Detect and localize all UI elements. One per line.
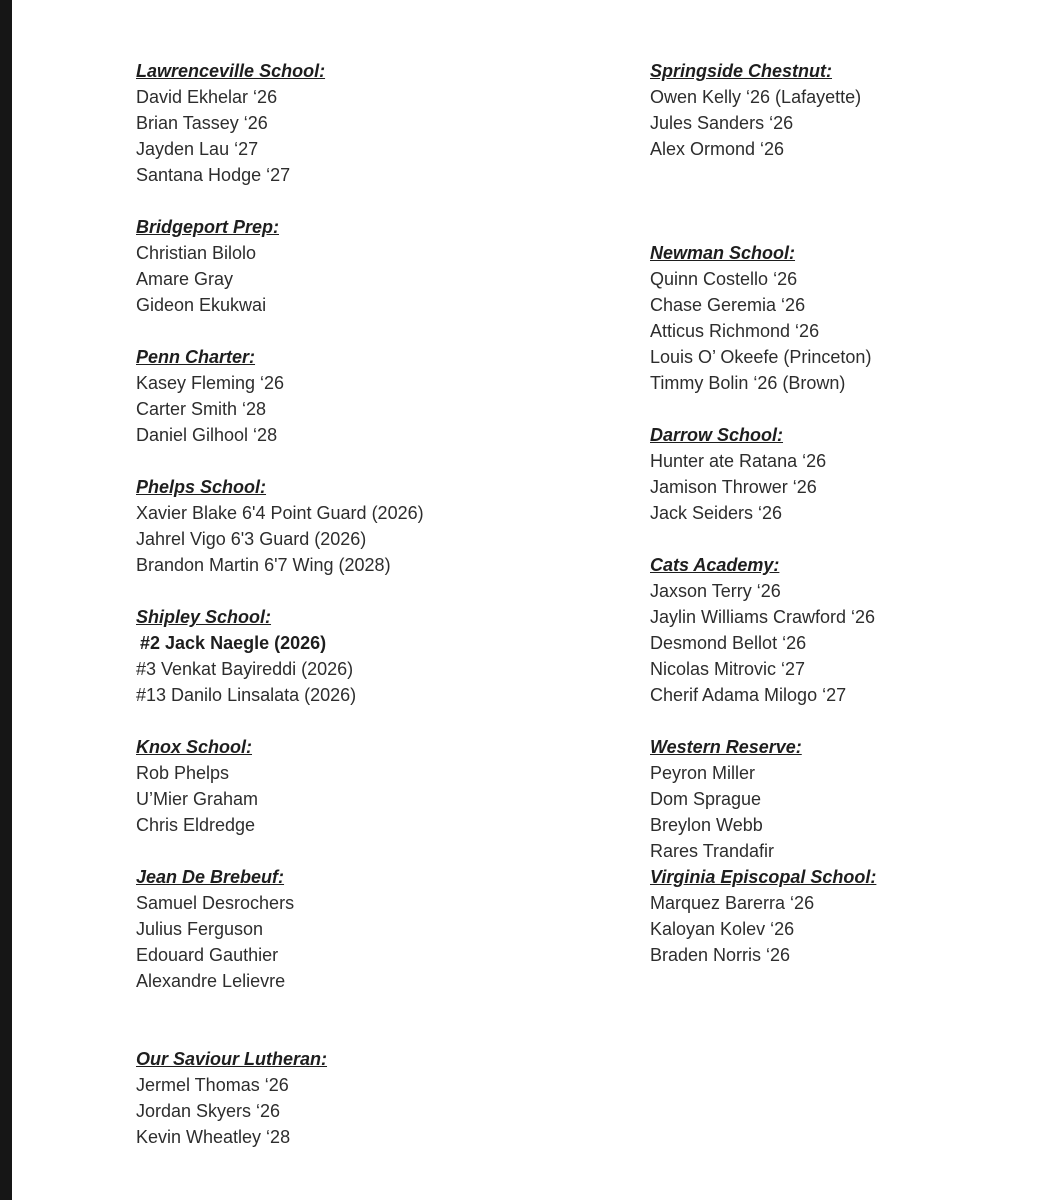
player-row: Jaxson Terry ‘26	[650, 581, 781, 601]
school-section-newman	[650, 240, 1040, 396]
school-heading: Penn Charter:	[136, 347, 256, 367]
school-heading: Phelps School:	[136, 477, 267, 497]
player-row: Santana Hodge ‘27	[136, 165, 291, 185]
player-row: Julius Ferguson	[136, 919, 264, 939]
player-row: #3 Venkat Bayireddi (2026)	[136, 659, 354, 679]
player-row: Kasey Fleming ‘26	[136, 373, 285, 393]
player-row: Braden Norris ‘26	[650, 945, 791, 965]
player-row: Jermel Thomas ‘26	[136, 1075, 289, 1095]
left-column	[136, 58, 576, 1147]
school-section-virginia-episcopal	[650, 864, 1040, 968]
player-row: Kaloyan Kolev ‘26	[650, 919, 795, 939]
player-row: Rares Trandafir	[650, 841, 775, 861]
player-row: Peyron Miller	[650, 763, 756, 783]
school-heading: Shipley School:	[136, 607, 272, 627]
school-heading: Knox School:	[136, 737, 252, 757]
player-row: Chris Eldredge	[136, 815, 256, 835]
page-edge-bar	[0, 0, 12, 1200]
player-row: Desmond Bellot ‘26	[650, 633, 807, 653]
school-heading: Lawrenceville School:	[136, 61, 326, 81]
player-row: Cherif Adama Milogo ‘27	[650, 685, 847, 705]
player-row: Gideon Ekukwai	[136, 295, 267, 315]
player-row: Jules Sanders ‘26	[650, 113, 794, 133]
player-row: Jamison Thrower ‘26	[650, 477, 817, 497]
player-row: Jordan Skyers ‘26	[136, 1101, 281, 1121]
player-row: U’Mier Graham	[136, 789, 259, 809]
school-section-bridgeport	[136, 214, 576, 318]
school-section-lawrenceville	[136, 58, 576, 188]
school-heading: Newman School:	[650, 243, 796, 263]
school-section-springside-chestnut	[650, 58, 1040, 162]
player-row: David Ekhelar ‘26	[136, 87, 278, 107]
player-row: Hunter ate Ratana ‘26	[650, 451, 827, 471]
player-row: Brian Tassey ‘26	[136, 113, 268, 133]
player-row: Atticus Richmond ‘26	[650, 321, 820, 341]
school-section-penn-charter	[136, 344, 576, 448]
player-row: Brandon Martin 6'7 Wing (2028)	[136, 555, 391, 575]
school-heading: Our Saviour Lutheran:	[136, 1049, 328, 1069]
player-row: #13 Danilo Linsalata (2026)	[136, 685, 357, 705]
player-row: Jahrel Vigo 6'3 Guard (2026)	[136, 529, 367, 549]
school-heading: Springside Chestnut:	[650, 61, 833, 81]
school-heading: Western Reserve:	[650, 737, 802, 757]
player-row: Jayden Lau ‘27	[136, 139, 259, 159]
player-row: Dom Sprague	[650, 789, 762, 809]
school-section-jean-de-brebeuf	[136, 864, 576, 994]
player-row: Carter Smith ‘28	[136, 399, 267, 419]
player-row: Louis O’ Okeefe (Princeton)	[650, 347, 872, 367]
player-row: Nicolas Mitrovic ‘27	[650, 659, 806, 679]
player-row: Jaylin Williams Crawford ‘26	[650, 607, 876, 627]
school-section-darrow	[650, 422, 1040, 526]
school-section-knox	[136, 734, 576, 838]
player-row: Marquez Barerra ‘26	[650, 893, 815, 913]
player-row: Samuel Desrochers	[136, 893, 295, 913]
player-row: Xavier Blake 6'4 Point Guard (2026)	[136, 503, 424, 523]
player-row: Christian Bilolo	[136, 243, 257, 263]
player-row: Kevin Wheatley ‘28	[136, 1127, 291, 1147]
player-row: Timmy Bolin ‘26 (Brown)	[650, 373, 846, 393]
player-row: Alexandre Lelievre	[136, 971, 286, 991]
player-row: Alex Ormond ‘26	[650, 139, 785, 159]
right-column	[650, 58, 1040, 965]
school-section-cats-academy	[650, 552, 1040, 708]
school-heading: Cats Academy:	[650, 555, 780, 575]
school-heading: Virginia Episcopal School:	[650, 867, 877, 887]
player-row: Chase Geremia ‘26	[650, 295, 806, 315]
player-row: #2 Jack Naegle (2026)	[140, 633, 327, 653]
player-row: Owen Kelly ‘26 (Lafayette)	[650, 87, 862, 107]
school-section-our-saviour-lutheran	[136, 1046, 576, 1150]
school-heading: Darrow School:	[650, 425, 784, 445]
school-section-shipley	[136, 604, 576, 708]
player-row: Breylon Webb	[650, 815, 763, 835]
player-row: Daniel Gilhool ‘28	[136, 425, 278, 445]
player-row: Quinn Costello ‘26	[650, 269, 798, 289]
school-section-western-reserve	[650, 734, 1040, 864]
player-row: Amare Gray	[136, 269, 234, 289]
school-heading: Bridgeport Prep:	[136, 217, 280, 237]
school-section-phelps	[136, 474, 576, 578]
school-heading: Jean De Brebeuf:	[136, 867, 285, 887]
player-row: Edouard Gauthier	[136, 945, 279, 965]
player-row: Jack Seiders ‘26	[650, 503, 783, 523]
player-row: Rob Phelps	[136, 763, 230, 783]
